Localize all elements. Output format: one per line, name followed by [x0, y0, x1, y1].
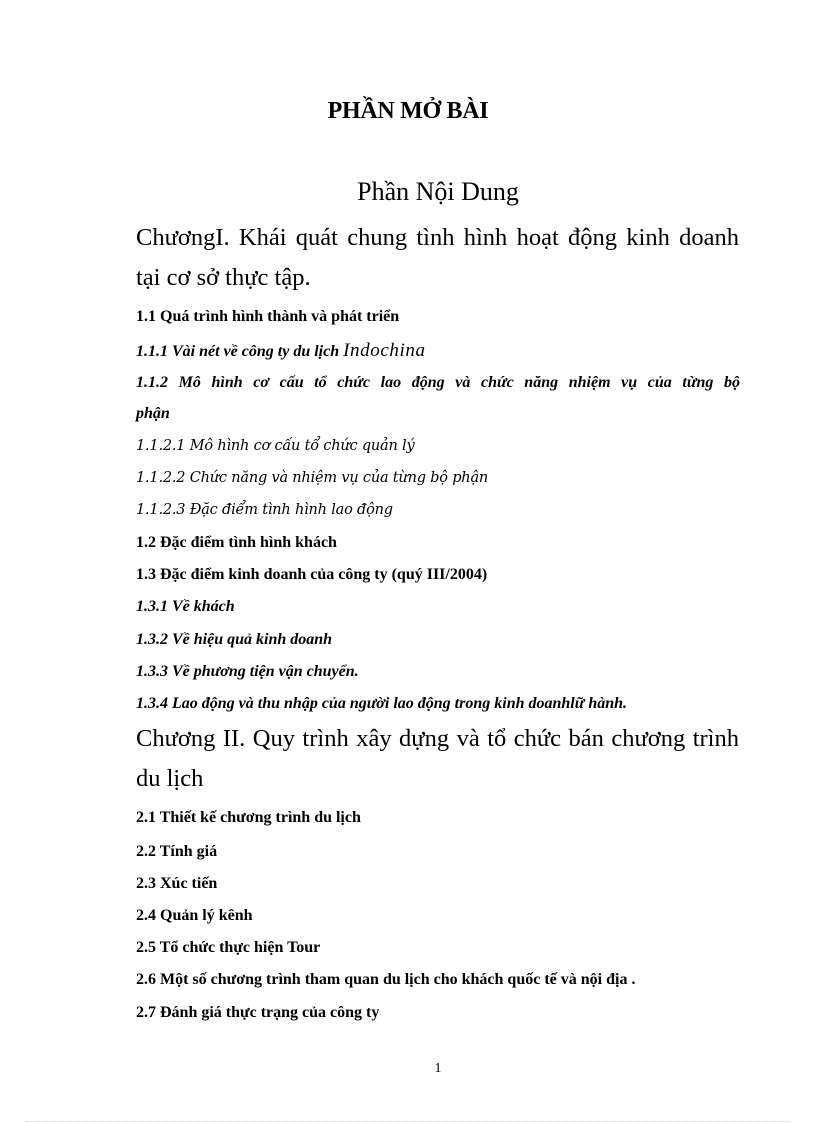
toc-item-1-1-2-3: 1.1.2.3 Đặc điểm tình hình lao động [136, 502, 393, 518]
page-number: 1 [434, 1061, 442, 1076]
toc-item-1-1-2-1: 1.1.2.1 Mô hình cơ cấu tổ chức quản lý [136, 438, 415, 454]
document-title: PHẦN MỞ BÀI [327, 98, 489, 124]
chapter-2-heading-line-2: du lịch [136, 765, 204, 792]
toc-item-2-1: 2.1 Thiết kế chương trình du lịch [136, 809, 361, 826]
toc-item-1-3: 1.3 Đặc điểm kinh doanh của công ty (quý III/2004) [136, 566, 488, 583]
toc-item-2-7: 2.7 Đánh giá thực trạng của công ty [136, 1004, 380, 1021]
toc-item-1-1-2-2: 1.1.2.2 Chức năng và nhiệm vụ của từng bộ phận [136, 470, 489, 486]
toc-item-2-5: 2.5 Tổ chức thực hiện Tour [136, 939, 321, 956]
toc-item-1-3-3: 1.3.3 Về phương tiện vận chuyển. [136, 663, 359, 680]
chapter-2-heading-line-1: Chương II. Quy trình xây dựng và tổ chức bán chương trình [136, 725, 739, 752]
toc-item-1-1-2: 1.1.2 Mô hình cơ cấu tổ chức lao động và chức năng nhiệm vụ của từng bộ [136, 374, 740, 391]
part-heading: Phần Nội Dung [357, 177, 519, 206]
toc-item-1-3-4: 1.3.4 Lao động và thu nhập của người lao động trong kinh doanhlữ hành. [136, 695, 628, 712]
company-name: Indochina [343, 340, 426, 361]
toc-item-text: 1.1.1 Vài nét về công ty du lịch [136, 343, 344, 360]
toc-item-2-3: 2.3 Xúc tiến [136, 875, 218, 892]
chapter-1-heading-line-2: tại cơ sở thực tập. [136, 264, 311, 291]
page-break-divider [26, 1121, 790, 1122]
toc-item-2-2: 2.2 Tính giá [136, 843, 218, 860]
toc-item-2-4: 2.4 Quản lý kênh [136, 907, 253, 924]
chapter-1-heading-line-1: ChươngI. Khái quát chung tình hình hoạt động kinh doanh [136, 224, 739, 251]
toc-item-1-1: 1.1 Quá trình hình thành và phát triển [136, 308, 400, 325]
toc-item-2-6: 2.6 Một số chương trình tham quan du lịch cho khách quốc tế và nội địa . [136, 971, 636, 988]
toc-item-1-3-1: 1.3.1 Về khách [136, 598, 235, 615]
toc-item-1-2: 1.2 Đặc điểm tình hình khách [136, 534, 337, 551]
toc-item-1-3-2: 1.3.2 Về hiệu quả kinh doanh [136, 631, 333, 648]
toc-item-1-1-2-continuation: phận [136, 405, 170, 422]
toc-item-1-1-1 [136, 341, 740, 360]
